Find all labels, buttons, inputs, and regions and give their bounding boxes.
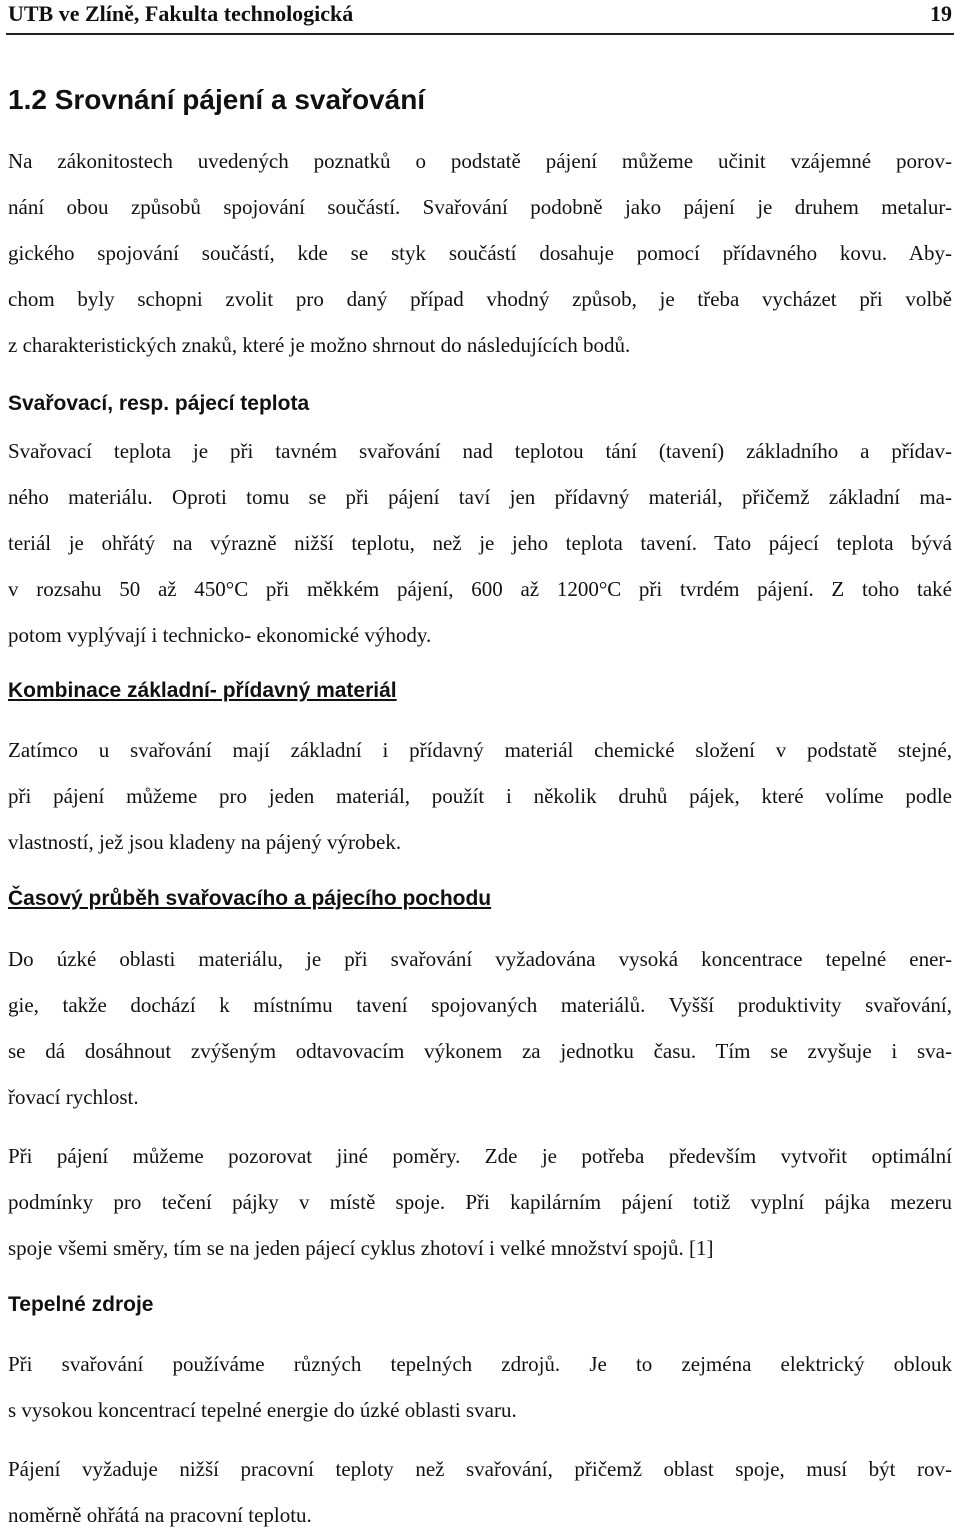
paragraph-casovy-prubeh-2: [8, 1133, 952, 1271]
heading-tepelne-zdroje: Tepelné zdroje: [8, 1293, 154, 1316]
text-line: potom vyplývají i technicko- ekonomické výhody.: [8, 623, 432, 647]
text-line: Pájení vyžaduje nižší pracovní teploty než svařování, přičemž oblast spoje, musí být rov-: [8, 1457, 952, 1481]
heading-kombinace-materialu: Kombinace základní- přídavný materiál: [8, 679, 397, 702]
text-line: Do úzké oblasti materiálu, je při svařování vyžadována vysoká koncentrace tepelné ener-: [8, 947, 952, 971]
header-title: UTB ve Zlíně, Fakulta technologická: [8, 1, 354, 26]
text-line: se dá dosáhnout zvýšeným odtavovacím výkonem za jednotku času. Tím se zvyšuje i sva-: [8, 1039, 952, 1063]
header-rule: [6, 33, 954, 35]
paragraph-tepelne-zdroje-2: [8, 1446, 952, 1538]
paragraph-casovy-prubeh-1: [8, 936, 952, 1120]
text-line: Na zákonitostech uvedených poznatků o podstatě pájení můžeme učinit vzájemné porov-: [8, 149, 952, 173]
text-line: v rozsahu 50 až 450°C při měkkém pájení, 600 až 1200°C při tvrdém pájení. Z toho také: [8, 577, 952, 601]
text-line: spoje všemi směry, tím se na jeden pájecí cyklus zhotoví i velké množství spojů. [1]: [8, 1236, 714, 1260]
paragraph-kombinace: [8, 727, 952, 865]
text-line: gického spojování součástí, kde se styk součástí dosahuje pomocí přídavného kovu. Aby-: [8, 241, 952, 265]
paragraph-teplota: [8, 428, 952, 658]
text-line: vlastností, jež jsou kladeny na pájený výrobek.: [8, 830, 402, 854]
text-line: Při pájení můžeme pozorovat jiné poměry. Zde je potřeba především vytvořit optimální: [8, 1144, 952, 1168]
section-title: 1.2 Srovnání pájení a svařování: [8, 84, 426, 115]
running-header: [8, 0, 952, 28]
paragraph-tepelne-zdroje-1: [8, 1341, 952, 1433]
text-line: Při svařování používáme různých tepelných zdrojů. Je to zejména elektrický oblouk: [8, 1352, 952, 1376]
page-number: 19: [930, 1, 952, 26]
text-line: Zatímco u svařování mají základní i přídavný materiál chemické složení v podstatě stejné,: [8, 738, 952, 762]
text-line: chom byly schopni zvolit pro daný případ vhodný způsob, je třeba vycházet při volbě: [8, 287, 952, 311]
text-line: při pájení můžeme pro jeden materiál, použít i několik druhů pájek, které volíme podle: [8, 784, 952, 808]
text-line: nání obou způsobů spojování součástí. Svařování podobně jako pájení je druhem metalur-: [8, 195, 952, 219]
text-line: gie, takže dochází k místnímu tavení spojovaných materiálů. Vyšší produktivity svařování,: [8, 993, 952, 1017]
text-line: teriál je ohřátý na výrazně nižší teplotu, než je jeho teplota tavení. Tato pájecí teplota bývá: [8, 531, 952, 555]
heading-svarovaci-teplota: Svařovací, resp. pájecí teplota: [8, 392, 310, 415]
text-line: s vysokou koncentrací tepelné energie do úzké oblasti svaru.: [8, 1398, 517, 1422]
text-line: podmínky pro tečení pájky v místě spoje. Při kapilárním pájení totiž vyplní pájka mezeru: [8, 1190, 952, 1214]
heading-casovy-prubeh: Časový průběh svařovacího a pájecího pochodu: [8, 887, 492, 910]
intro-paragraph: [8, 138, 952, 368]
text-line: noměrně ohřátá na pracovní teplotu.: [8, 1503, 312, 1527]
text-line: z charakteristických znaků, které je možno shrnout do následujících bodů.: [8, 333, 631, 357]
text-line: Svařovací teplota je při tavném svařování nad teplotou tání (tavení) základního a přídav-: [8, 439, 952, 463]
text-line: ného materiálu. Oproti tomu se při pájení taví jen přídavný materiál, přičemž základní ma-: [8, 485, 952, 509]
text-line: řovací rychlost.: [8, 1085, 139, 1109]
